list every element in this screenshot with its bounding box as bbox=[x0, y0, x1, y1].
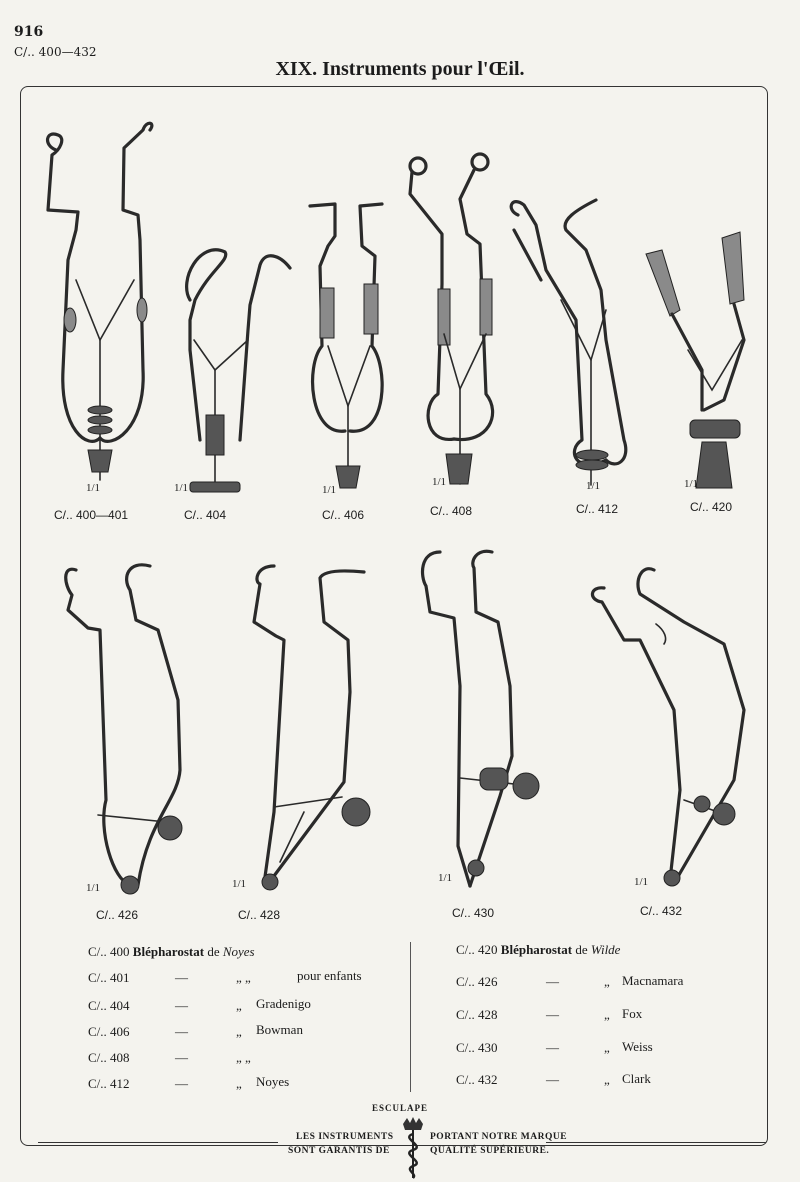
figure-scale: 1/1 bbox=[232, 878, 247, 890]
figure-scale: 1/1 bbox=[86, 482, 101, 494]
brand-name: ESCULAPE bbox=[371, 1103, 428, 1113]
speculum-426-illustration bbox=[58, 560, 198, 900]
speculum-400-illustration bbox=[38, 120, 158, 500]
item-variant: Gradenigo bbox=[256, 996, 311, 1011]
figure-label: C/.. 400—401 bbox=[54, 508, 129, 522]
figure-label: C/.. 412 bbox=[576, 502, 619, 516]
figure-scale: 1/1 bbox=[586, 480, 601, 492]
figure-label: C/.. 420 bbox=[690, 500, 733, 514]
ditto-mark: „ bbox=[604, 1040, 610, 1055]
slogan-right-line-2: QUALITÉ SUPÉRIEURE. bbox=[430, 1146, 550, 1156]
figure-scale: 1/1 bbox=[432, 476, 447, 488]
ditto-mark: „ bbox=[604, 1072, 610, 1087]
speculum-406-illustration bbox=[300, 196, 400, 496]
speculum-432-illustration bbox=[584, 560, 754, 900]
speculum-412-illustration bbox=[506, 190, 636, 490]
item-variant: Clark bbox=[622, 1071, 651, 1086]
ditto-mark: „ „ bbox=[236, 1050, 251, 1065]
speculum-430-illustration bbox=[410, 546, 550, 896]
ditto-mark: „ bbox=[604, 1007, 610, 1022]
figure-label: C/.. 426 bbox=[96, 908, 139, 922]
description-row bbox=[88, 944, 255, 960]
dash: — bbox=[546, 1072, 559, 1087]
figure-label: C/.. 408 bbox=[430, 504, 473, 518]
ditto-mark: „ „ bbox=[236, 970, 251, 985]
dash: — bbox=[175, 970, 188, 985]
code-range: C/.. 400—432 bbox=[14, 45, 97, 59]
item-code: C/.. 400 bbox=[88, 944, 130, 959]
figure-label: C/.. 406 bbox=[322, 508, 365, 522]
item-variant: Wilde bbox=[590, 942, 621, 957]
ditto-mark: „ bbox=[604, 974, 610, 989]
dash: — bbox=[546, 1007, 559, 1022]
column-divider bbox=[410, 942, 411, 1092]
item-code: C/.. 428 bbox=[456, 1007, 498, 1022]
item-name: Blépharostat bbox=[500, 942, 573, 957]
figure-label: C/.. 404 bbox=[184, 508, 227, 522]
item-de: de bbox=[575, 942, 588, 957]
item-name: Blépharostat bbox=[132, 944, 205, 959]
figure-scale: 1/1 bbox=[634, 876, 649, 888]
figure-scale: 1/1 bbox=[86, 882, 101, 894]
footer-rule-left bbox=[38, 1142, 278, 1143]
item-variant: Macnamara bbox=[622, 973, 684, 988]
speculum-408-illustration bbox=[402, 154, 502, 494]
item-variant: Noyes bbox=[222, 944, 255, 959]
speculum-420-illustration bbox=[640, 230, 760, 490]
slogan-right-line-1: PORTANT NOTRE MARQUE bbox=[430, 1132, 568, 1142]
footer-rule-right bbox=[546, 1142, 766, 1143]
dash: — bbox=[175, 1024, 188, 1039]
speculum-404-illustration bbox=[170, 240, 300, 500]
item-code: C/.. 404 bbox=[88, 998, 130, 1013]
slogan-left-line-1: LES INSTRUMENTS bbox=[296, 1132, 394, 1142]
item-variant: Fox bbox=[622, 1006, 643, 1021]
description-row bbox=[456, 942, 620, 958]
item-code: C/.. 420 bbox=[456, 942, 498, 957]
item-variant: Noyes bbox=[256, 1074, 290, 1089]
dash: — bbox=[175, 998, 188, 1013]
ditto-mark: „ bbox=[236, 1024, 242, 1039]
item-code: C/.. 401 bbox=[88, 970, 130, 985]
page-title: XIX. Instruments pour l'Œil. bbox=[275, 58, 525, 80]
figure-label: C/.. 432 bbox=[640, 904, 683, 918]
description-row bbox=[88, 970, 130, 986]
dash: — bbox=[175, 1076, 188, 1091]
item-code: C/.. 408 bbox=[88, 1050, 130, 1065]
speculum-428-illustration bbox=[244, 562, 384, 902]
figure-label: C/.. 430 bbox=[452, 906, 495, 920]
caduceus-logo bbox=[396, 1116, 430, 1180]
item-variant: Bowman bbox=[256, 1022, 303, 1037]
dash: — bbox=[546, 1040, 559, 1055]
dash: — bbox=[175, 1050, 188, 1065]
item-code: C/.. 426 bbox=[456, 974, 498, 989]
item-code: C/.. 430 bbox=[456, 1040, 498, 1055]
item-code: C/.. 412 bbox=[88, 1076, 130, 1091]
figure-scale: 1/1 bbox=[438, 872, 453, 884]
figure-scale: 1/1 bbox=[174, 482, 189, 494]
dash: — bbox=[546, 974, 559, 989]
ditto-mark: „ bbox=[236, 1076, 242, 1091]
slogan-left-line-2: SONT GARANTIS DE bbox=[288, 1146, 390, 1156]
figure-scale: 1/1 bbox=[684, 478, 699, 490]
page-number: 916 bbox=[14, 24, 44, 40]
figure-label: C/.. 428 bbox=[238, 908, 281, 922]
item-code: C/.. 432 bbox=[456, 1072, 498, 1087]
item-variant: pour enfants bbox=[297, 968, 362, 983]
item-variant: Weiss bbox=[622, 1039, 653, 1054]
ditto-mark: „ bbox=[236, 998, 242, 1013]
item-code: C/.. 406 bbox=[88, 1024, 130, 1039]
figure-scale: 1/1 bbox=[322, 484, 337, 496]
item-de: de bbox=[207, 944, 220, 959]
